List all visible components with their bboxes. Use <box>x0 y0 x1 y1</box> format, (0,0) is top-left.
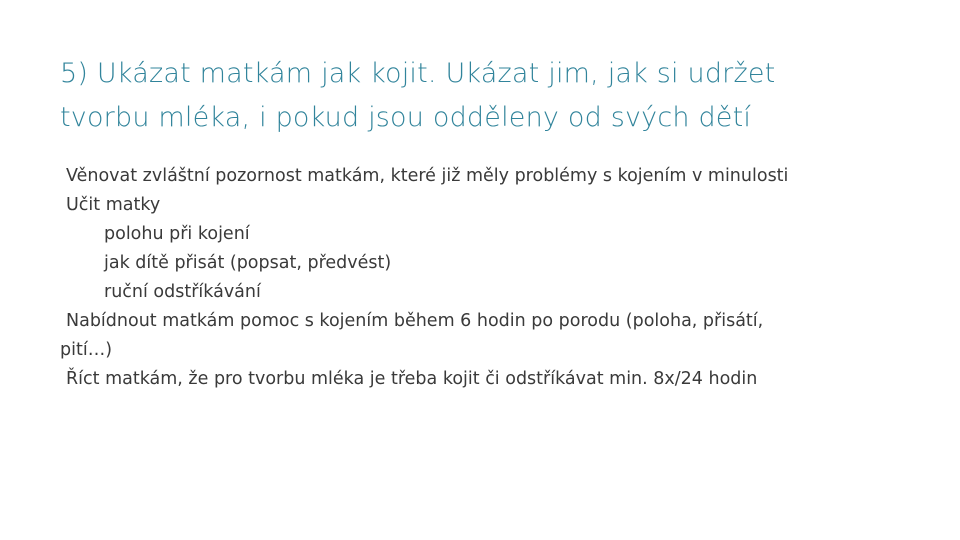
bullet-item: Věnovat zvláštní pozornost matkám, které již měly problémy s kojením v minulosti <box>66 166 789 186</box>
slide-title <box>60 52 920 140</box>
bullet-item: Říct matkám, že pro tvorbu mléka je třeba kojit či odstříkávat min. 8x/24 hodin <box>66 369 758 389</box>
bullet-item: Nabídnout matkám pomoc s kojením během 6 hodin po porodu (poloha, přisátí, <box>66 311 764 331</box>
bullet-item-continuation: pití…) <box>60 340 113 360</box>
title-line-2: tvorbu mléka, i pokud jsou odděleny od svých dětí <box>60 102 752 133</box>
title-line-1: 5) Ukázat matkám jak kojit. Ukázat jim, jak si udržet <box>60 58 776 89</box>
sub-bullet-item: ruční odstříkávání <box>104 282 261 302</box>
sub-bullet-item: polohu při kojení <box>104 224 250 244</box>
bullet-item: Učit matky <box>66 195 161 215</box>
sub-bullet-item: jak dítě přisát (popsat, předvést) <box>104 253 392 273</box>
slide-body <box>60 162 920 394</box>
